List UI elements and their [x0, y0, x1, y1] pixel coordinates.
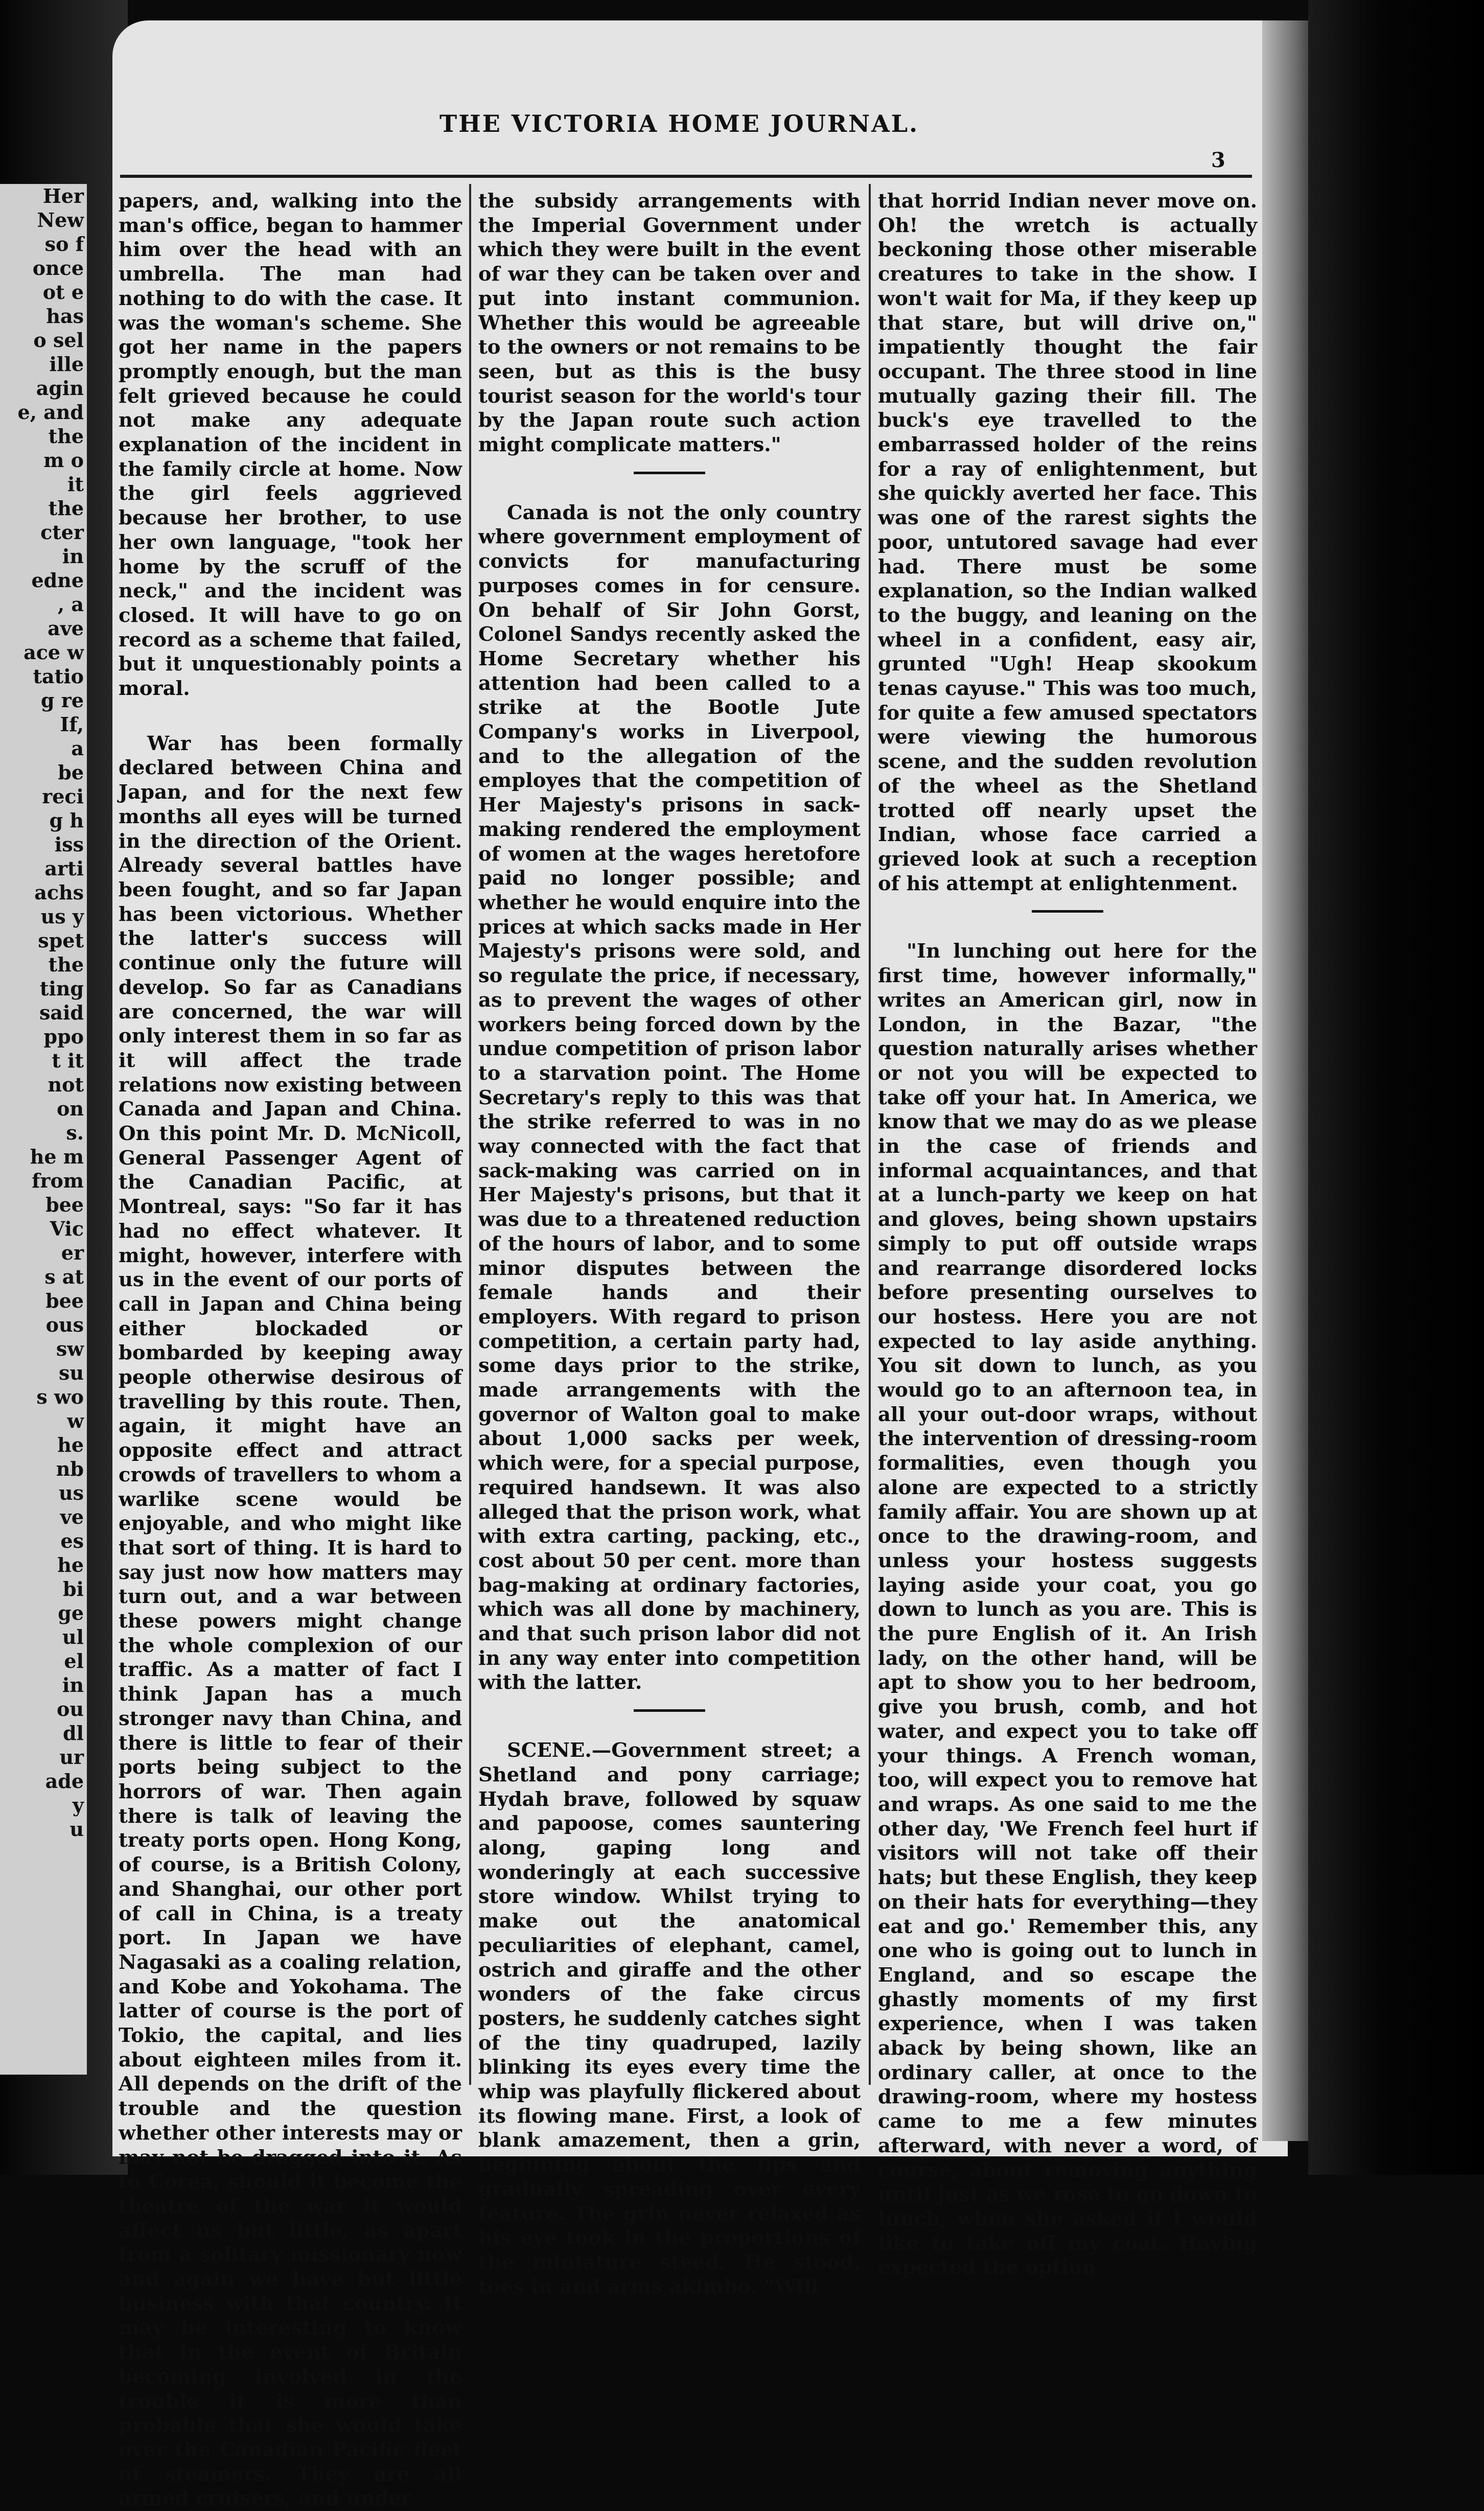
previous-page-line: New — [37, 208, 84, 231]
previous-page-line: ave — [48, 617, 84, 640]
section-divider — [634, 1709, 705, 1712]
previous-page-line: er — [61, 1241, 84, 1264]
previous-page-fragment — [0, 184, 87, 2075]
article-paragraph: Canada is not the only country where government employment of convicts for manufacturing purposes comes in for censure. On behalf of Sir John Gorst, Colonel Sandys recently asked the Home Secretary whether his attention had been called to a strike at the Bootle Jute Company's works in Liverpool, and to the allegation of the employes that the competition of Her Majesty's prisons in sack-making rendered the employment of women at the wages heretofore paid no longer possible; and whether he would enquire into the prices at which sacks made in Her Majesty's prisons were sold, and so regulate the price, if necessary, as to prevent the wages of other workers being forced down by the undue competition of prison labor to a starvation point. The Home Secretary's reply to this was that the strike referred to was in no way connected with the fact that sack-making was carried on in Her Majesty's prisons, but that it was due to a threatened reduction of the hours of labor, and to some minor disputes between the female hands and their employers. With regard to prison competition, a certain party had, some days prior to the strike, made arrangements with the governor of Walton goal to make about 1,000 sacks per week, which were, for a special purpose, required handsewn. It was also alleged that the prison work, what with extra carting, packing, etc., cost about 50 per cent. more than bag-making at ordinary factories, which was all done by machinery, and that such prison labor did not in any way enter into competition with the latter. — [478, 501, 861, 1694]
previous-page-line: ace w — [24, 641, 84, 664]
previous-page-line: g h — [49, 809, 84, 832]
previous-page-line: the — [48, 425, 84, 448]
previous-page-line: Vic — [50, 1217, 84, 1240]
page-number: 3 — [1211, 148, 1225, 172]
previous-page-line: , a — [57, 593, 84, 616]
masthead-title: THE VICTORIA HOME JOURNAL. — [439, 110, 919, 137]
section-divider — [634, 472, 705, 474]
column-divider — [869, 184, 871, 2085]
book-spine — [1308, 0, 1484, 2175]
previous-page-line: ge — [58, 1601, 84, 1624]
article-paragraph: War has been formally declared between China and Japan, and for the next few months all eyes will be turned in the direction of the Orient. Already several battles have been fought, and so far Japan has been victorious. Whether the latter's success will continue only the future will develop. So far as Canadians are concerned, the war will only interest them in so far as it will affect the trade relations now existing between Canada and Japan and China. On this point Mr. D. McNicoll, General Passenger Agent of the Canadian Pacific, at Montreal, says: "So far it has had no effect whatever. It might, however, interfere with us in the event of our ports of call in Japan and China being either blockaded or bombarded by keeping away people otherwise desirous of travelling by this route. Then, again, it might have an opposite effect and attract crowds of travellers to whom a warlike scene would be enjoyable, and who might like that sort of thing. It is hard to say just now how matters may turn out, and a war between these powers might change the whole complexion of our traffic. As a matter of fact I think Japan has a much stronger navy than China, and there is little to fear of their ports being subject to the horrors of war. Then again there is talk of leaving the treaty ports open. Hong Kong, of course, is a British Colony, and Shanghai, our other port of call in China, is a treaty port. In Japan we have Nagasaki as a coaling relation, and Kobe and Yokohama. The latter of course is the port of Tokio, the capital, and lies about eighteen miles from it. All depends on the drift of the trouble and the question whether other interests may or may not be dragged into it. As to Corea, should it become the theatre of the war it would affect us but little, as apart from a solitary missionary now and again we have but little business with that country. It may be interesting to know that in the event of Britain becoming involved in the trouble it is more than probable that she would take over the Canadian Pacific fleet of steamers. They are all armed cruisers, and under — [119, 732, 462, 2510]
header-rule — [120, 175, 1252, 178]
previous-page-line: ppo — [43, 1025, 84, 1048]
previous-page-line: a — [71, 737, 84, 760]
article-paragraph: papers, and, walking into the man's office, began to hammer him over the head with an umbrella. The man had nothing to do with the case. It was the woman's scheme. She got her name in the papers promptly enough, but the man felt grieved because he could not make any adequate explanation of the incident in the family circle at home. Now the girl feels aggrieved because her brother, to use her own language, "took her home by the scruff of the neck," and the incident was closed. It will have to go on record as a scheme that failed, but it unquestionably points a moral. — [119, 190, 462, 701]
previous-page-line: has — [46, 305, 84, 328]
previous-page-line: in — [62, 1673, 84, 1696]
previous-page-line: tatio — [33, 665, 84, 688]
column-2 — [478, 189, 861, 2299]
previous-page-line: so f — [44, 232, 84, 255]
previous-page-line: ade — [45, 1770, 84, 1793]
previous-page-line: arti — [44, 857, 84, 880]
previous-page-line: y — [72, 1794, 84, 1817]
previous-page-line: the — [48, 497, 84, 520]
previous-page-line: the — [48, 953, 84, 976]
previous-page-line: once — [32, 257, 84, 280]
previous-page-line: agin — [36, 377, 84, 400]
article-paragraph: "In lunching out here for the first time, however informally," writes an American girl, now in London, in the Bazar, "the question naturally arises whether or not you will be expected to take off your hat. In America, we know that we may do as we please in the case of friends and informal acquaintances, and that at a lunch-party we keep on hat and gloves, being shown upstairs simply to put off outside wraps and rearrange disordered locks before presenting ourselves to our hostess. Here you are not expected to lay aside anything. You sit down to lunch, as you would go to an afternoon tea, in all your out-door wraps, without the intervention of dressing-room formalities, even though you alone are expected to a strictly family affair. You are shown up at once to the drawing-room, and unless your hostess suggests laying aside your coat, you go down to lunch as you are. This is the pure English of it. An Irish lady, on the other hand, will be apt to show you to her bedroom, give you brush, comb, and hot water, and expect you to take off your things. A French woman, too, will expect you to remove hat and wraps. As one said to me the other day, 'We French feel hurt if visitors will not take off their hats; but these English, they keep on their hats for everything—they eat and go.' Remember this, any one who is going out to lunch in England, and so escape the ghastly moments of my first experience, when I was taken aback by being shown, like an ordinary caller, at once to the drawing-room, where my hostess came to me a few minutes afterward, with never a word, of course, about removing anything until just as we rose to go down to lunch, when she asked if I would like to take off my coat. Having expected the option — [878, 940, 1257, 2280]
previous-page-line: in — [62, 545, 84, 568]
previous-page-line: achs — [34, 881, 84, 904]
previous-page-line: Her — [42, 184, 84, 207]
previous-page-line: cter — [40, 521, 84, 544]
previous-page-line: ot e — [42, 281, 84, 304]
article-paragraph: the subsidy arrangements with the Imperial Government under which they were built in the event of war they can be taken over and put into instant communion. Whether this would be agreeable to the owners or not remains to be seen, but as this is the busy tourist season for the world's tour by the Japan route such action might complicate matters." — [478, 190, 861, 457]
previous-page-line: ve — [60, 1505, 84, 1528]
previous-page-line: us y — [40, 905, 84, 928]
article-paragraph: SCENE.—Government street; a Shetland and pony carriage; Hydah brave, followed by squaw and papoose, comes sauntering along, gaping long and wonderingly at each successive store window. Whilst trying to make out the anatomical peculiarities of elephant, camel, ostrich and giraffe and the other wonders of the fake circus posters, he suddenly catches sight of the tiny quadruped, lazily blinking its eyes every time the whip was playfully flickered about its flowing mane. First, a look of blank amazement, then a grin, beginning about the lips and gradually spreading over every feature. The grin never relaxed as his eye took in the proportions of the miniature steed. He stood, toes in and arms akimbo. "Will — [478, 1739, 861, 2298]
previous-page-line: said — [39, 1001, 84, 1024]
previous-page-line: he — [57, 1553, 84, 1576]
previous-page-line: he — [57, 1433, 84, 1456]
previous-page-line: e, and — [17, 401, 84, 424]
previous-page-line: es — [60, 1529, 84, 1552]
previous-page-line: s at — [44, 1265, 84, 1288]
previous-page-line: bee — [45, 1289, 84, 1312]
previous-page-line: ul — [62, 1625, 84, 1648]
previous-page-line: ille — [49, 353, 84, 376]
previous-page-line: reci — [42, 785, 84, 808]
previous-page-line: s wo — [36, 1385, 84, 1408]
previous-page-line: m o — [43, 449, 84, 472]
previous-page-line: iss — [54, 833, 84, 856]
previous-page-line: nb — [56, 1457, 84, 1480]
previous-page-line: el — [64, 1649, 84, 1672]
column-divider — [469, 184, 471, 2085]
previous-page-line: If, — [60, 713, 84, 736]
article-paragraph: that horrid Indian never move on. Oh! the wretch is actually beckoning those other miserable creatures to take in the show. I won't wait for Ma, if they keep up that stare, but will drive on," impatiently thought the fair occupant. The three stood in line mutually gazing their fill. The buck's eye travelled to the embarrassed holder of the reins for a ray of enlightenment, but she quickly averted her face. This was one of the rarest sights the poor, untutored savage had ever had. There must be some explanation, so the Indian walked to the buggy, and leaning on the wheel in a confident, easy air, grunted "Ugh! Heap skookum tenas cayuse." This was too much, for quite a few amused spectators were viewing the humorous scene, and the sudden revolution of the wheel as the Shetland trotted off nearly upset the Indian, whose face carried a grieved look at such a reception of his attempt at enlightenment. — [878, 190, 1257, 895]
previous-page-line: sw — [56, 1337, 84, 1360]
previous-page-line: w — [67, 1409, 84, 1432]
previous-page-line: t it — [52, 1049, 84, 1072]
previous-page-line: edne — [31, 569, 84, 592]
previous-page-line: u — [69, 1818, 84, 1841]
previous-page-line: o sel — [33, 329, 84, 352]
previous-page-line: on — [57, 1097, 84, 1120]
previous-page-line: su — [58, 1361, 84, 1384]
previous-page-line: us — [58, 1481, 84, 1504]
previous-page-line: bee — [45, 1193, 84, 1216]
previous-page-line: dl — [62, 1722, 84, 1745]
previous-page-line: ous — [45, 1313, 84, 1336]
previous-page-line: he m — [30, 1145, 84, 1168]
column-1 — [119, 189, 462, 2511]
previous-page-line: ur — [59, 1746, 84, 1769]
column-3 — [878, 189, 1257, 2280]
previous-page-line: from — [32, 1169, 84, 1192]
previous-page-line: ting — [39, 977, 84, 1000]
previous-page-line: it — [67, 473, 84, 496]
previous-page-line: not — [48, 1073, 84, 1096]
previous-page-line: be — [58, 761, 84, 784]
section-divider — [1032, 910, 1103, 913]
previous-page-line: g re — [41, 689, 84, 712]
previous-page-line: spet — [38, 929, 84, 952]
previous-page-line: bi — [62, 1577, 84, 1600]
previous-page-line: ou — [57, 1698, 84, 1720]
previous-page-line: s. — [66, 1121, 84, 1144]
